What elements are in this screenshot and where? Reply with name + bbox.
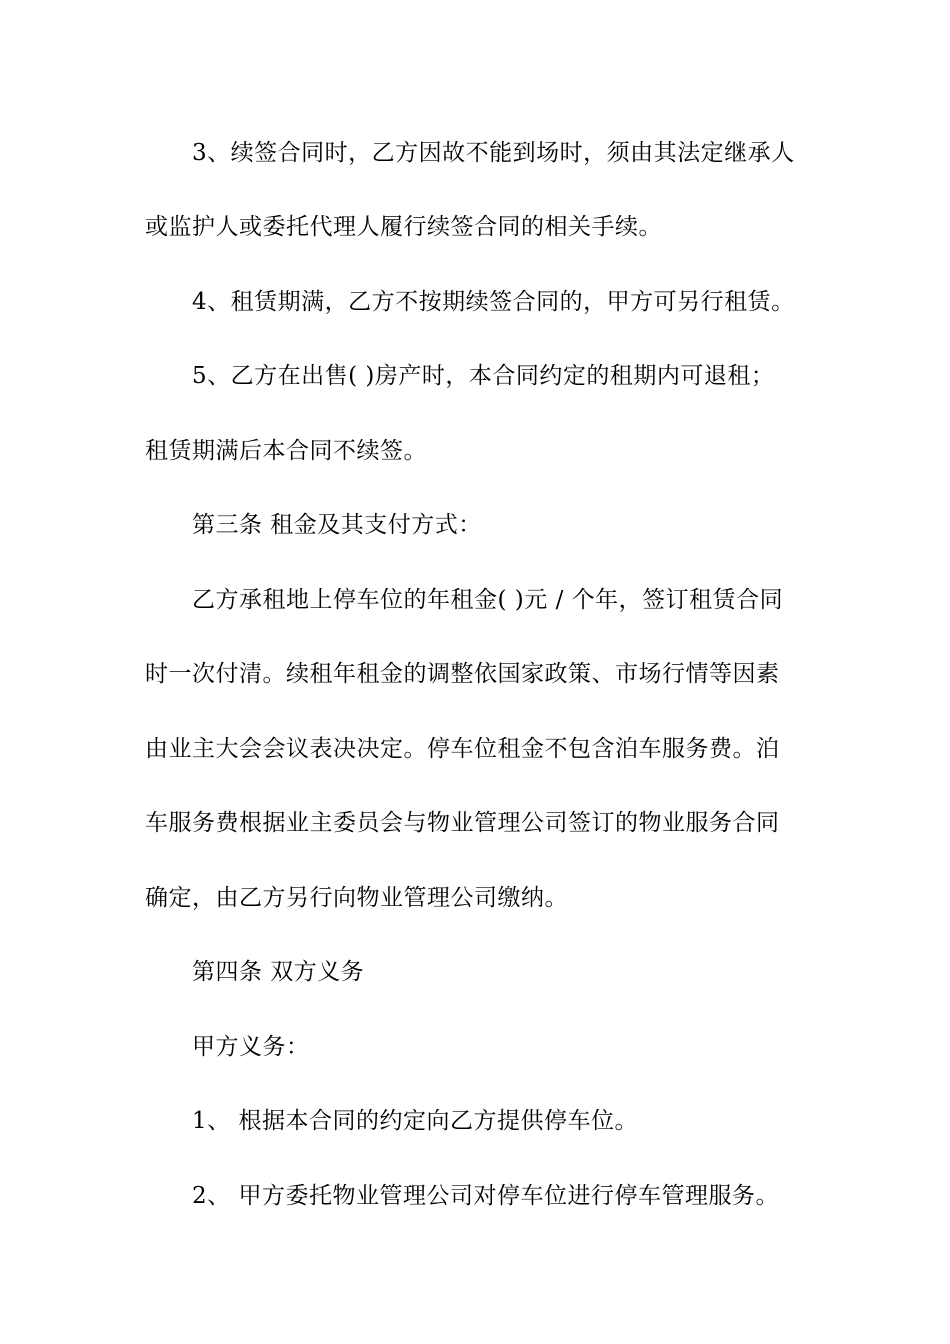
- text-line: 5、乙方在出售( )房产时，本合同约定的租期内可退租；: [192, 363, 775, 389]
- text-line: 或监护人或委托代理人履行续签合同的相关手续。: [145, 214, 662, 240]
- text-line: 确定，由乙方另行向物业管理公司缴纳。: [145, 885, 568, 911]
- list-item: 1、 根据本合同的约定向乙方提供停车位。: [192, 1108, 638, 1134]
- text-line: 4、租赁期满，乙方不按期续签合同的，甲方可另行租赁。: [192, 289, 795, 315]
- text-line: 车服务费根据业主委员会与物业管理公司签订的物业服务合同: [145, 810, 780, 836]
- text-line: 3、续签合同时，乙方因故不能到场时，须由其法定继承人: [192, 140, 795, 166]
- text-line: 时一次付清。续租年租金的调整依国家政策、市场行情等因素: [145, 661, 780, 687]
- text-line: 乙方承租地上停车位的年租金( )元 / 个年，签订租赁合同: [192, 587, 784, 613]
- text-line: 由业主大会会议表决决定。停车位租金不包含泊车服务费。泊: [145, 736, 780, 762]
- section-heading: 第三条 租金及其支付方式：: [192, 512, 482, 538]
- section-heading: 第四条 双方义务: [192, 959, 365, 985]
- list-item: 2、 甲方委托物业管理公司对停车位进行停车管理服务。: [192, 1183, 779, 1209]
- text-line: 甲方义务：: [192, 1034, 310, 1060]
- text-line: 租赁期满后本合同不续签。: [145, 438, 427, 464]
